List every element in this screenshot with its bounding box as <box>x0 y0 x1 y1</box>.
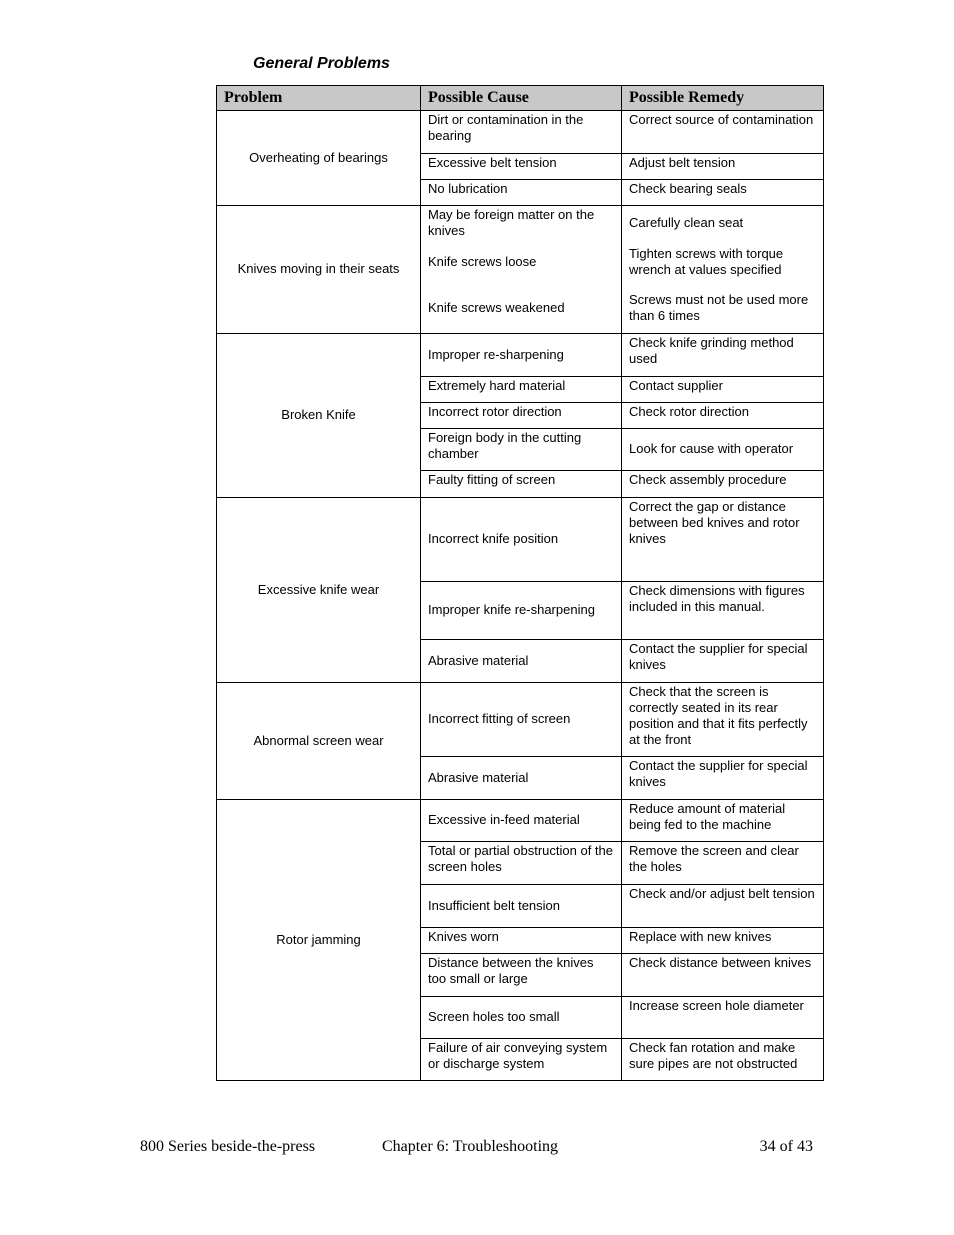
footer-document-title: 800 Series beside-the-press <box>140 1138 316 1155</box>
cause-cell: May be foreign matter on the knives <box>421 206 622 241</box>
table-row <box>217 206 824 241</box>
cause-cell: Insufficient belt tension <box>421 884 622 927</box>
remedy-cell: Check distance between knives <box>622 953 824 996</box>
problem-cell: Rotor jamming <box>217 799 421 1080</box>
remedy-cell: Carefully clean seat <box>622 206 824 241</box>
cause-cell: Abrasive material <box>421 639 622 682</box>
problem-cell: Overheating of bearings <box>217 111 421 206</box>
cause-cell: No lubrication <box>421 180 622 206</box>
table-header-row <box>217 86 824 111</box>
cause-cell: Knife screws loose <box>421 240 622 283</box>
cause-cell: Foreign body in the cutting chamber <box>421 428 622 470</box>
remedy-cell: Increase screen hole diameter <box>622 996 824 1038</box>
remedy-cell: Correct source of contamination <box>622 111 824 154</box>
remedy-cell: Check knife grinding method used <box>622 333 824 376</box>
remedy-cell: Check rotor direction <box>622 402 824 428</box>
remedy-cell: Check dimensions with figures included in this manual. <box>622 581 824 639</box>
cause-cell: Knife screws weakened <box>421 283 622 333</box>
remedy-cell: Remove the screen and clear the holes <box>622 841 824 884</box>
table-row <box>217 682 824 756</box>
troubleshooting-table <box>216 85 824 1081</box>
remedy-cell: Check assembly procedure <box>622 470 824 497</box>
table-row <box>217 799 824 841</box>
problem-cell: Knives moving in their seats <box>217 206 421 334</box>
header-problem: Problem <box>217 86 421 111</box>
cause-cell: Dirt or contamination in the bearing <box>421 111 622 154</box>
cause-cell: Improper re-sharpening <box>421 333 622 376</box>
cause-cell: Incorrect knife position <box>421 497 622 581</box>
remedy-cell: Screws must not be used more than 6 times <box>622 283 824 333</box>
cause-cell: Extremely hard material <box>421 376 622 402</box>
section-title: General Problems <box>253 55 390 72</box>
remedy-cell: Contact the supplier for special knives <box>622 756 824 799</box>
footer-chapter: Chapter 6: Troubleshooting <box>382 1138 559 1155</box>
cause-cell: Faulty fitting of screen <box>421 470 622 497</box>
cause-cell: Total or partial obstruction of the screen holes <box>421 841 622 884</box>
remedy-cell: Look for cause with operator <box>622 428 824 470</box>
remedy-cell: Check fan rotation and make sure pipes are not obstructed <box>622 1038 824 1080</box>
cause-cell: Incorrect fitting of screen <box>421 682 622 756</box>
problem-cell: Abnormal screen wear <box>217 682 421 799</box>
remedy-cell: Check and/or adjust belt tension <box>622 884 824 927</box>
cause-cell: Distance between the knives too small or large <box>421 953 622 996</box>
cause-cell: Screen holes too small <box>421 996 622 1038</box>
remedy-cell: Correct the gap or distance between bed knives and rotor knives <box>622 497 824 581</box>
remedy-cell: Replace with new knives <box>622 927 824 953</box>
remedy-cell: Check that the screen is correctly seated in its rear position and that it fits perfectly at the front <box>622 682 824 756</box>
cause-cell: Improper knife re-sharpening <box>421 581 622 639</box>
remedy-cell: Check bearing seals <box>622 180 824 206</box>
cause-cell: Failure of air conveying system or discharge system <box>421 1038 622 1080</box>
cause-cell: Incorrect rotor direction <box>421 402 622 428</box>
cause-cell: Knives worn <box>421 927 622 953</box>
footer-page-number: 34 of 43 <box>759 1138 813 1155</box>
table-row <box>217 111 824 154</box>
header-possible-cause: Possible Cause <box>421 86 622 111</box>
remedy-cell: Tighten screws with torque wrench at values specified <box>622 240 824 283</box>
cause-cell: Excessive in-feed material <box>421 799 622 841</box>
problem-cell: Broken Knife <box>217 333 421 497</box>
cause-cell: Abrasive material <box>421 756 622 799</box>
table-row <box>217 497 824 581</box>
header-possible-remedy: Possible Remedy <box>622 86 824 111</box>
cause-cell: Excessive belt tension <box>421 154 622 180</box>
remedy-cell: Contact the supplier for special knives <box>622 639 824 682</box>
remedy-cell: Reduce amount of material being fed to the machine <box>622 799 824 841</box>
problem-cell: Excessive knife wear <box>217 497 421 682</box>
remedy-cell: Contact supplier <box>622 376 824 402</box>
table-row <box>217 333 824 376</box>
remedy-cell: Adjust belt tension <box>622 154 824 180</box>
